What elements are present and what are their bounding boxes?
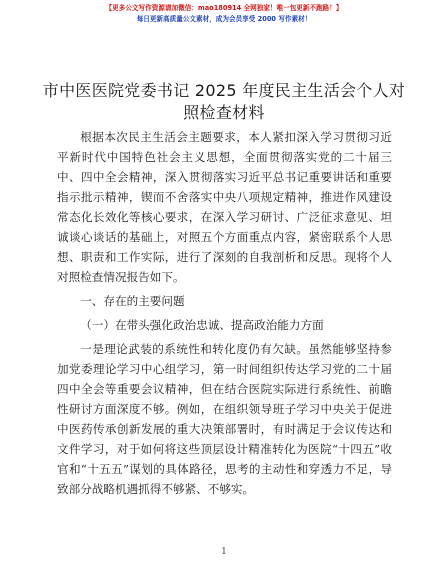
point-paragraph: 一是理论武装的系统性和转化度仍有欠缺。虽然能够坚持参加党委理论学习中心组学习，第一时间组织传达学习党的二十届四中全会等重要会议精神，但在结合医院实际进行系统性、前瞻性研讨方面深度不够。例如，在组织领导班子学习中央关于促进中医药传承创新发展的重大决策部署时，有时满足于会议传达和文件学习，对于如何将这些顶层设计精准转化为医院“十四五”收官和“十五五”谋划的具体路径，思考的主动性和穿透力不足，导致部分战略机遇抓得不够紧、不够实。	[57, 342, 392, 496]
page-number: 1	[221, 547, 227, 557]
banner-line-1: 【更多公文写作资源请加微信：mao180914 全网独家！唯一包更新不跑路！】	[105, 4, 343, 12]
promo-banner	[0, 3, 448, 25]
banner-line-2: 每日更新高质量公文素材，成为会员享受 2000 写作素材！	[136, 15, 312, 23]
subsection-heading: （一）在带头强化政治忠诚、提高政治能力方面	[80, 318, 324, 332]
intro-paragraph: 根据本次民主生活会主题要求，本人紧扣深入学习贯彻习近平新时代中国特色社会主义思想，全面贯彻落实党的二十届三中、四中全会精神，深入贯彻落实习近平总书记重要讲话和重要指示批示精神，锲而不舍落实中央八项规定精神，推进作风建设常态化长效化等核心要求，在深入学习研讨、广泛征求意见、坦诚谈心谈话的基础上，对照五个方面重点内容，紧密联系个人思想、职责和工作实际，进行了深刻的自我剖析和反思。现将个人对照检查情况报告如下。	[57, 130, 392, 284]
document-body	[57, 127, 392, 499]
document-title: 市中医医院党委书记 2025 年度民主生活会个人对照检查材料	[42, 81, 406, 122]
section-heading: 一、存在的主要问题	[80, 294, 185, 308]
